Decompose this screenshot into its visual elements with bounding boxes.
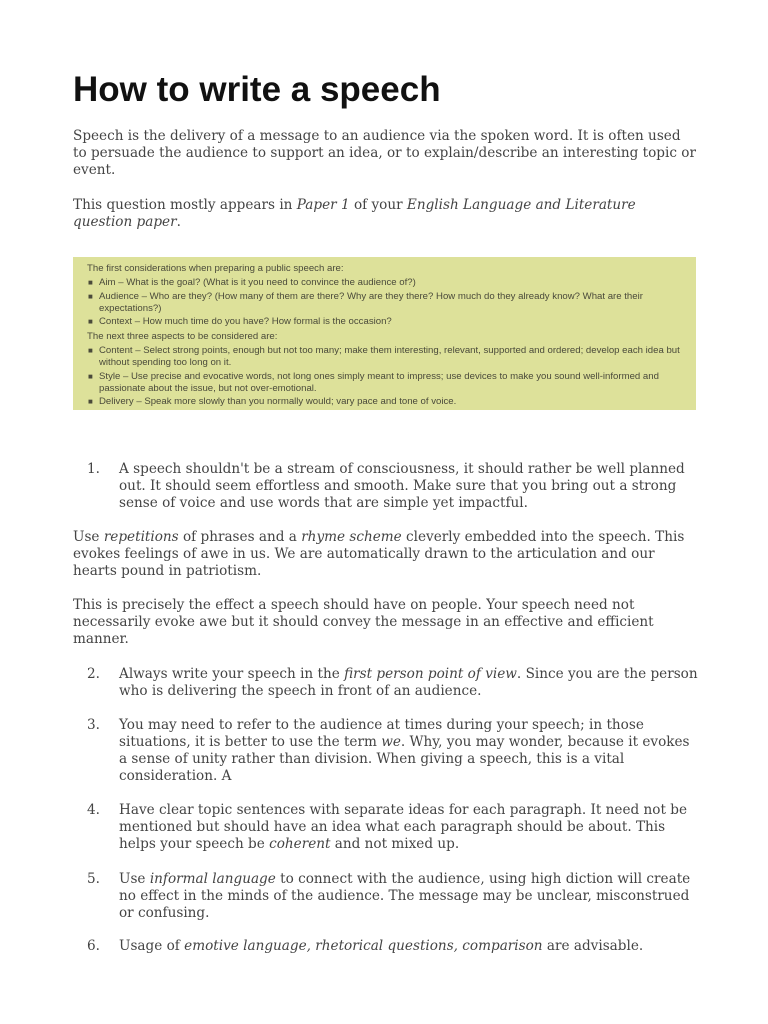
item-text — [119, 871, 699, 922]
list-item — [87, 371, 682, 395]
bullet-icon: ■ — [88, 291, 93, 301]
text-run: Usage of — [119, 938, 185, 954]
text-run: Use — [119, 871, 150, 887]
list-item-text: Style – Use precise and evocative words, not long ones simply meant to impress; use devices to make you sound well-informed and passionate about the issue, but not over-emotional. — [99, 370, 659, 394]
emphasis-rhyme-scheme: rhyme scheme — [301, 529, 402, 545]
page-title: How to write a speech — [73, 70, 441, 109]
repetition-paragraph — [73, 529, 698, 580]
list-item — [87, 277, 682, 289]
item-number: 4. — [87, 802, 100, 818]
emphasis: first person point of view — [344, 666, 517, 682]
bullet-icon: ■ — [88, 346, 93, 355]
text-run: are advisable. — [542, 938, 644, 954]
text-run: cleverly embedded into the speech. This evokes feelings of awe in us. We are automatically drawn to the articulation and our hearts pound in patriotism. — [73, 529, 685, 579]
item-text — [119, 717, 699, 785]
emphasis: informal language — [149, 871, 276, 887]
text-run: . Since you are the person who is delivering the speech in front of an audience. — [119, 666, 698, 699]
paper-suffix: . — [176, 214, 181, 230]
box-heading-first: The first considerations when preparing a public speech are: — [87, 263, 344, 274]
item-number: 1. — [87, 461, 100, 477]
item-number: 3. — [87, 717, 100, 733]
emphasis-repetitions: repetitions — [103, 529, 179, 545]
text-run: Have clear topic sentences with separate ideas for each paragraph. It need not be mentioned but should have an idea what each paragraph should be about. This helps your speech be — [119, 802, 688, 852]
subject-name: English Language and Literature question paper — [73, 197, 636, 230]
emphasis: emotive language, rhetorical questions, comparison — [184, 938, 543, 954]
item-number: 5. — [87, 871, 100, 887]
bullet-icon: ■ — [88, 278, 93, 287]
next-aspects-list — [87, 345, 682, 408]
list-item — [87, 291, 682, 315]
paper-prefix: This question mostly appears in — [73, 197, 297, 213]
item-text — [119, 938, 699, 955]
list-item-text: Content – Select strong points, enough but not too many; make them interesting, relevant, supported and ordered; develop each idea but without spending too long on it. — [99, 345, 680, 368]
emphasis: coherent — [269, 836, 331, 852]
intro-paragraph: Speech is the delivery of a message to an audience via the spoken word. It is often used to persuade the audience to support an idea, or to explain/describe an interesting topic or event. — [73, 128, 696, 178]
list-item-text: Audience – Who are they? (How many of them are there? Why are they there? How much do they already know? What are their expectations?) — [99, 290, 643, 314]
item-text — [119, 802, 699, 853]
text-run: Use — [73, 529, 104, 545]
first-considerations-list — [87, 277, 682, 328]
list-item-text: Context – How much time do you have? How formal is the occasion? — [99, 316, 392, 327]
box-heading-next: The next three aspects to be considered are: — [87, 331, 278, 342]
list-item — [87, 316, 682, 328]
list-item — [87, 345, 682, 369]
paper-name: Paper 1 — [296, 197, 350, 213]
considerations-box — [73, 257, 696, 410]
bullet-icon: ■ — [88, 371, 93, 381]
list-item-text: Delivery – Speak more slowly than you normally would; vary pace and tone of voice. — [99, 396, 457, 407]
item-number: 2. — [87, 666, 100, 682]
text-run: and not mixed up. — [330, 836, 460, 852]
item-text — [119, 666, 699, 700]
paper-mid: of your — [349, 197, 407, 213]
bullet-icon: ■ — [88, 317, 93, 326]
text-run: to connect with the audience, using high diction will create no effect in the minds of the audience. The message may be unclear, misconstrued or confusing. — [119, 871, 691, 921]
paper-paragraph — [73, 197, 698, 231]
effect-paragraph: This is precisely the effect a speech should have on people. Your speech need not necessarily evoke awe but it should convey the message in an effective and efficient manner. — [73, 597, 654, 647]
text-run: Always write your speech in the — [119, 666, 345, 682]
emphasis: we — [381, 734, 401, 750]
text-run: of phrases and a — [178, 529, 302, 545]
text-run: You may need to refer to the audience at times during your speech; in those situations, it is better to use the term — [119, 717, 644, 750]
list-item-text: Aim – What is the goal? (What is it you need to convince the audience of?) — [99, 277, 416, 288]
list-item — [87, 396, 682, 408]
bullet-icon: ■ — [88, 397, 93, 406]
text-run: . Why, you may wonder, because it evokes a sense of unity rather than division. When giving a speech, this is a vital consideration. A — [119, 734, 690, 784]
item-text: A speech shouldn't be a stream of consciousness, it should rather be well planned out. It should seem effortless and smooth. Make sure that you bring out a strong sense of voice and use words that are simple yet impactful. — [119, 461, 685, 511]
item-number: 6. — [87, 938, 100, 954]
